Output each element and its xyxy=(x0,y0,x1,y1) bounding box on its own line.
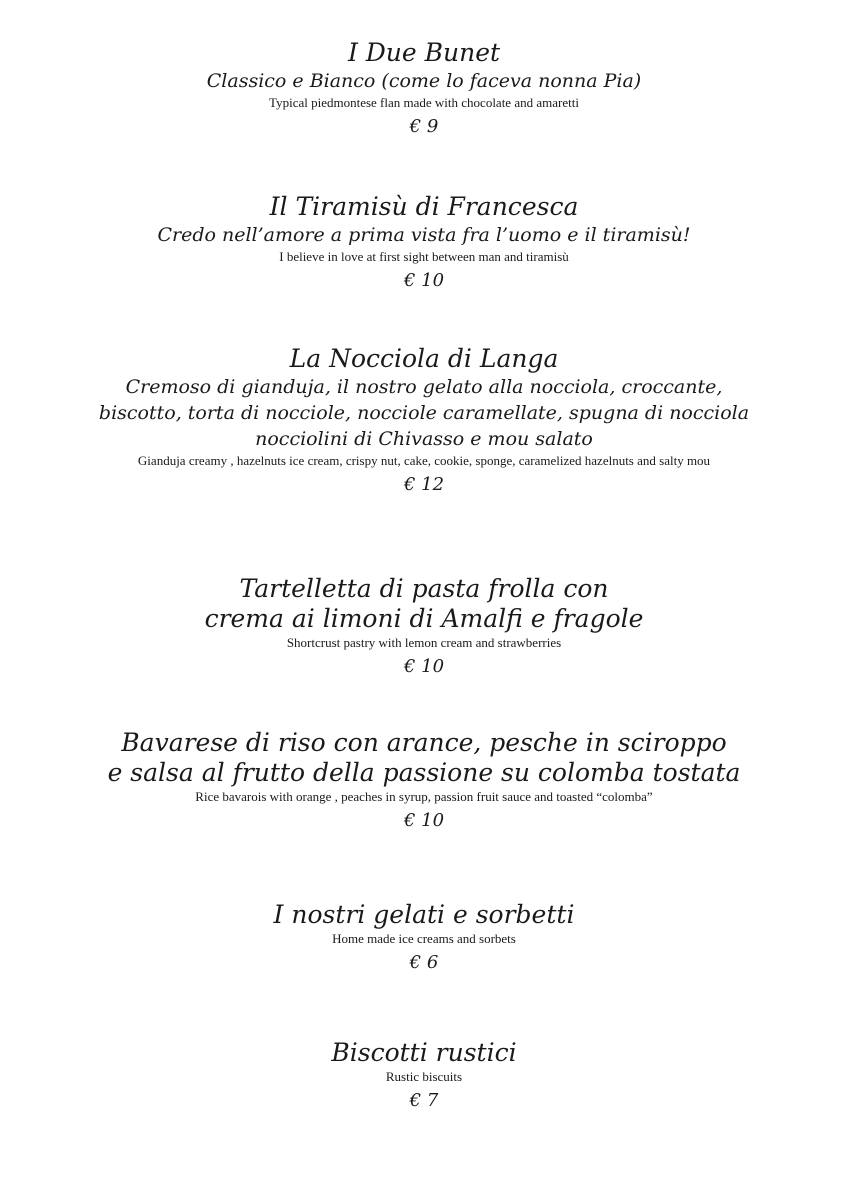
item-title: I Due Bunet xyxy=(347,38,501,67)
item-price: € 12 xyxy=(403,474,445,495)
menu-item-nocciola xyxy=(0,344,848,498)
item-title-line: crema ai limoni di Amalfi e fragole xyxy=(204,604,644,633)
menu-item-tartelletta xyxy=(0,574,848,680)
item-price: € 10 xyxy=(403,810,445,831)
item-price: € 10 xyxy=(403,656,445,677)
item-price: € 7 xyxy=(409,1090,439,1111)
item-subtitle: Classico e Bianco (come lo faceva nonna Pia) xyxy=(206,70,642,92)
menu-item-biscotti xyxy=(0,1038,848,1114)
item-title-line: Tartelletta di pasta frolla con xyxy=(239,574,609,603)
item-description: Typical piedmontese flan made with chocolate and amaretti xyxy=(269,95,579,110)
item-title: Biscotti rustici xyxy=(331,1038,517,1067)
item-title-line: Bavarese di riso con arance, pesche in sciroppo xyxy=(121,728,727,757)
item-price: € 9 xyxy=(409,116,439,137)
item-price: € 6 xyxy=(409,952,439,973)
item-subtitle-line: biscotto, torta di nocciole, nocciole caramellate, spugna di nocciola xyxy=(98,402,750,424)
item-description: Rice bavarois with orange , peaches in syrup, passion fruit sauce and toasted “colomba” xyxy=(195,789,653,804)
item-title: La Nocciola di Langa xyxy=(289,344,559,373)
item-title-line: e salsa al frutto della passione su colomba tostata xyxy=(107,758,741,787)
item-subtitle-line: Cremoso di gianduja, il nostro gelato alla nocciola, croccante, xyxy=(125,376,723,398)
item-subtitle-line: nocciolini di Chivasso e mou salato xyxy=(255,428,593,450)
item-title: I nostri gelati e sorbetti xyxy=(273,900,575,929)
item-description: Home made ice creams and sorbets xyxy=(332,931,516,946)
menu-item-bunet xyxy=(0,38,848,140)
item-title: Il Tiramisù di Francesca xyxy=(269,192,579,221)
item-description: Gianduja creamy , hazelnuts ice cream, crispy nut, cake, cookie, sponge, caramelized hazelnuts and salty mou xyxy=(137,453,711,468)
menu-item-gelati xyxy=(0,900,848,976)
item-subtitle: Credo nell’amore a prima vista fra l’uomo e il tiramisù! xyxy=(157,224,691,246)
item-price: € 10 xyxy=(403,270,445,291)
menu-item-bavarese xyxy=(0,728,848,834)
item-description: I believe in love at first sight between man and tiramisù xyxy=(279,249,569,264)
menu-item-tiramisu xyxy=(0,192,848,294)
item-description: Rustic biscuits xyxy=(385,1069,463,1084)
item-description: Shortcrust pastry with lemon cream and strawberries xyxy=(286,635,562,650)
